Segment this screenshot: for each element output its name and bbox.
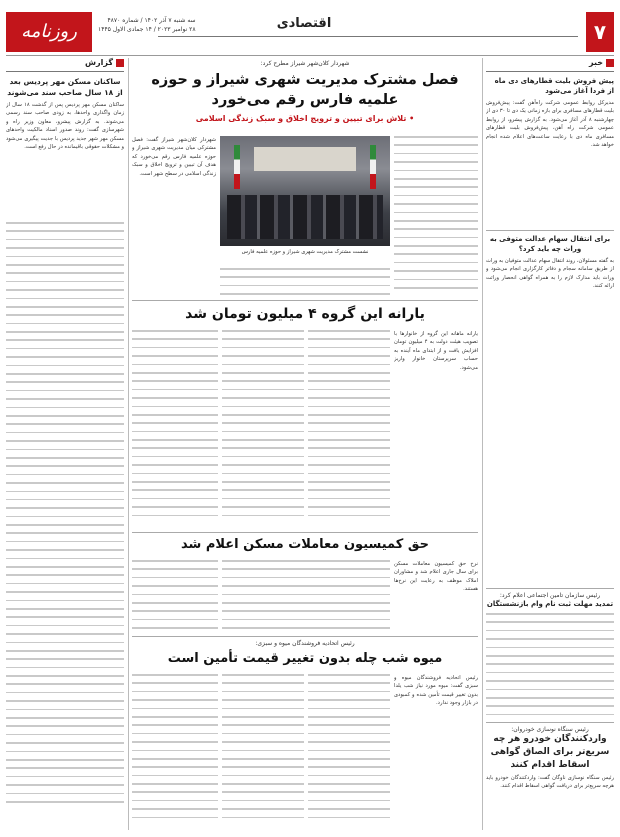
story-2-body: یارانه ماهانه این گروه از خانوارها با تصویب هیئت دولت به ۴ میلیون تومان افزایش یافت و از ابتدای ماه آینده به حساب سرپرستان خانوار واریز می‌شود. (394, 331, 478, 371)
lead-kicker: شهردار کلان‌شهر شیراز مطرح کرد: (260, 60, 350, 67)
story-2-col-3 (222, 330, 304, 528)
lead-photo-caption: نشست مشترک مدیریت شهری شیراز و حوزه علمیه فارس (241, 249, 369, 255)
lead-headline: فصل مشترک مدیریت شهری شیراز و حوزه علمیه فارس رقم می‌خورد (151, 72, 459, 108)
page-number: ۷ (586, 12, 614, 52)
story-4-col-3 (222, 674, 304, 828)
left-story-continued (6, 222, 124, 828)
story-3-body: نرخ حق کمیسیون معاملات مسکن برای سال جاری اعلام شد و مشاوران املاک موظف به رعایت این نرخ‌ها هستند. (394, 561, 478, 593)
right-divider-1 (486, 230, 614, 231)
right-divider-2 (486, 588, 614, 589)
right-story-4-body: رئیس سنگاه نوسازی ناوگان گفت: واردکنندگان خودرو باید هرچه سریع‌تر برای دریافت گواهی اسقاط اقدام کنند. (486, 775, 614, 790)
lead-body-col-3: شهردار کلان‌شهر شیراز گفت: فصل مشترکی میان مدیریت شهری شیراز و حوزه علمیه فارس رقم می‌خورد که هدف آن تبیین و ترویج اخلاق و سبک زندگی اسلامی در سطح شهر است. (132, 137, 216, 177)
right-story-2 (486, 234, 614, 587)
photo-banner (254, 147, 356, 171)
column-divider-right (482, 58, 483, 830)
right-story-3-title: تمدید مهلت ثبت نام وام بازنشستگان (486, 600, 614, 608)
right-story-1-title: پیش فروش بلیت قطارهای دی ماه از فردا آغاز می‌شود (494, 77, 614, 95)
dateline-issue: سه شنبه ۷ آذر ۱۴۰۲ / شماره ۴۸۷۰ (107, 17, 196, 24)
news-icon (606, 59, 614, 67)
left-story (6, 76, 124, 221)
left-column-label (6, 58, 124, 72)
right-column-label (486, 58, 614, 72)
newspaper-logo: روزنامه پیشرو (6, 12, 92, 52)
lead-subhead-text: تلاش برای تبیین و ترویج اخلاق و سبک زندگی اسلامی (195, 114, 407, 123)
right-column-label-text: خبر (588, 58, 603, 67)
right-divider-3 (486, 722, 614, 723)
headline-3: حق کمیسیون معاملات مسکن اعلام شد (181, 537, 429, 552)
header-divider (158, 36, 578, 37)
flag-icon (370, 145, 376, 189)
right-story-4-kicker: رئیس سنگاه نوسازی خودروان: (511, 726, 589, 733)
report-icon (116, 59, 124, 67)
right-story-3-kicker: رئیس سازمان تامین اجتماعی اعلام کرد: (499, 592, 601, 599)
story-2-col-2 (308, 330, 390, 528)
lead-photo (220, 136, 390, 246)
flag-icon (234, 145, 240, 189)
story-4-col-2 (308, 674, 390, 828)
story-4-kicker: رئیس اتحادیه فروشندگان میوه و سبزی: (255, 640, 355, 647)
right-story-3-body (486, 613, 614, 723)
right-story-4-title: وارد‌کنندگان خودرو هر چه سریع‌تر برای الصاق گواهی اسقاط اقدام کنند (490, 734, 610, 770)
headline-4: میوه شب چله بدون تغییر قیمت تأمین است (167, 651, 443, 666)
right-story-4 (486, 726, 614, 824)
center-divider-1 (132, 300, 478, 301)
right-story-1-body: مدیرکل روابط عمومی شرکت راه‌آهن گفت: پیش‌فروش بلیت قطارهای مسافری برای بازه زمانی یک دی تا ۳۰ دی از چهارشنبه ۸ آذر آغاز می‌شود. به گزارش پیشرو، از روابط عمومی شرکت راه آهن، پیش‌فروش بلیت قطارهای مسافری ماه دی با رعایت ساعت‌های اعلام شده انجام خواهد شد. (486, 100, 614, 149)
lead-story (132, 60, 478, 123)
story-2-col-4 (132, 330, 218, 528)
dateline (98, 16, 196, 34)
left-story-title: ساکنان مسکن مهر پردیس بعد از ۱۸ سال صاحب سند می‌شوند (7, 77, 123, 97)
story-4-body: رئیس اتحادیه فروشندگان میوه و سبزی گفت: میوه مورد نیاز شب یلدا بدون تغییر قیمت تأمین شده و کمبودی در بازار وجود ندارد. (394, 675, 478, 707)
dateline-gregorian: ۲۸ نوامبر ۲۰۲۳ / ۱۴ جمادی الاول ۱۴۴۵ (98, 26, 196, 33)
lead-subhead (132, 114, 478, 123)
lead-body-under-photo (220, 268, 390, 296)
center-divider-3 (132, 636, 478, 637)
photo-people (227, 195, 383, 239)
right-story-3 (486, 592, 614, 723)
right-story-2-title: برای انتقال سهام عدالت متوفی به وراث چه باید کرد؟ (489, 235, 611, 253)
story-3-col-3 (132, 560, 218, 632)
right-story-2-body: به گفته مسئولان، روند انتقال سهام عدالت متوفیان به وراث از طریق سامانه سجام و دفاتر کارگزاری انجام می‌شود و وراث باید مدارک لازم را به همراه گواهی انحصار وراثت ارائه کنند. (486, 258, 614, 290)
section-title: اقتصادی (276, 16, 332, 31)
story-4-col-4 (132, 674, 218, 828)
center-divider-2 (132, 532, 478, 533)
left-column-label-text: گزارش (84, 58, 113, 67)
column-divider-left (128, 58, 129, 830)
right-story-1 (486, 76, 614, 247)
left-story-body: ساکنان مسکن مهر پردیس پس از گذشت ۱۸ سال از زمان واگذاری واحدها، به زودی صاحب سند رسمی می‌شوند. به گزارش پیشرو، معاون وزیر راه و شهرسازی گفت: روند صدور اسناد مالکیت واحدهای مسکن مهر شهر جدید پردیس با جدیت پیگیری می‌شود و مشکلات حقوقی باقیمانده در حال رفع است. (6, 102, 124, 151)
headline-2: یارانه این گروه ۴ میلیون تومان شد (185, 306, 425, 322)
bullet-icon: • (409, 114, 415, 123)
story-3-col-2 (222, 560, 390, 632)
lead-body-col-1 (394, 136, 478, 296)
